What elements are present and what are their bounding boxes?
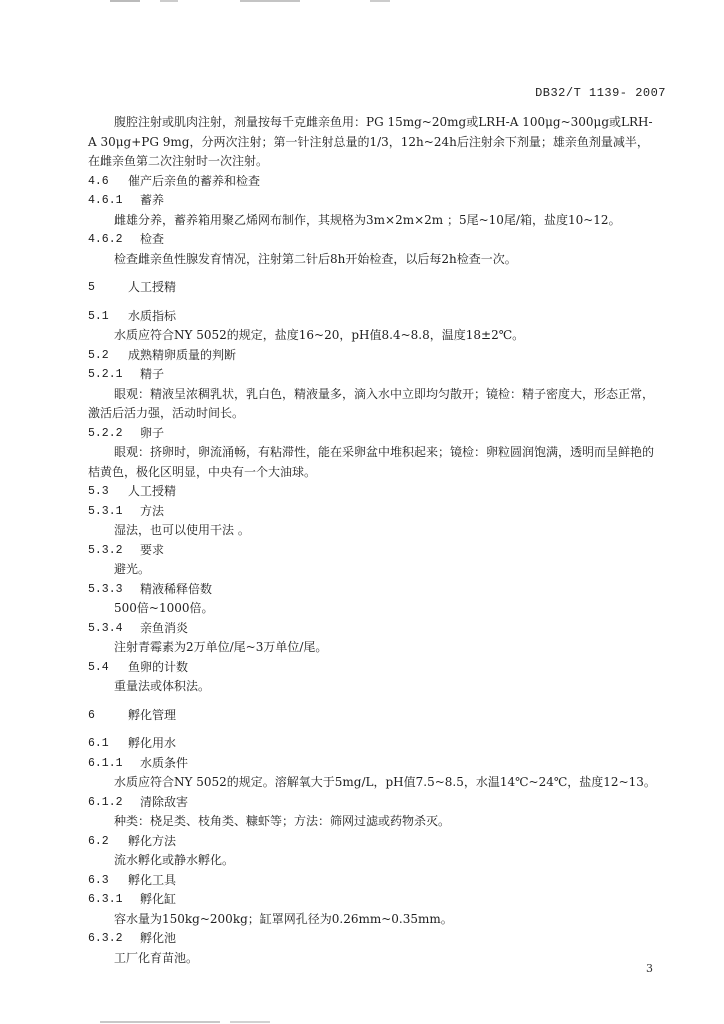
section-number: 5.4 [88, 660, 109, 674]
section-title: 水质条件 [140, 755, 189, 770]
section-heading [88, 890, 658, 910]
paragraph: 工厂化育苗池。 [114, 950, 199, 965]
section-heading [88, 424, 658, 444]
section-number: 5.3.3 [88, 582, 123, 596]
section-heading [88, 580, 658, 600]
section-number: 6.1.1 [88, 756, 123, 770]
section-heading [88, 365, 658, 385]
section-heading [88, 754, 658, 774]
section-number: 6.3.2 [88, 932, 123, 945]
section-number: 5.2.1 [88, 368, 123, 381]
section-heading [88, 929, 658, 949]
section-number: 5.3.4 [88, 621, 123, 635]
section-number: 6 [88, 708, 95, 722]
section-title: 方法 [140, 503, 165, 518]
section-number: 6.1 [88, 737, 109, 750]
section-title: 检查 [140, 232, 165, 246]
section-title: 人工授精 [128, 484, 177, 498]
section-number: 5.3 [88, 485, 109, 498]
section-number: 6.3.1 [88, 893, 123, 906]
section-number: 5 [88, 281, 95, 294]
section-number: 4.6.1 [88, 194, 123, 207]
paragraph: 眼观：精液呈浓稠乳状，乳白色，精液量多，滴入水中立即均匀散开；镜检：精子密度大，形态正常，激活后活力强，活动时间长。 [88, 386, 655, 420]
section-heading [88, 230, 658, 250]
section-number: 5.1 [88, 309, 109, 323]
section-number: 6.1.2 [88, 795, 123, 809]
section-heading [88, 191, 658, 211]
paragraph: 避光。 [114, 562, 151, 576]
paragraph: 流水孵化或静水孵化。 [114, 853, 235, 867]
document-body [88, 113, 658, 968]
section-title: 孵化缸 [140, 892, 177, 906]
standard-code: DB32/T 1139- 2007 [535, 86, 666, 100]
section-title: 鱼卵的计数 [128, 659, 189, 674]
section-title: 孵化管理 [128, 707, 177, 722]
section-heading [88, 307, 658, 327]
chapter-heading [88, 278, 658, 298]
paragraph: 眼观：挤卵时，卵流涌畅，有粘滞性，能在采卵盆中堆积起来；镜检：卵粒圆润饱满，透明而呈鲜艳的桔黄色，极化区明显，中央有一个大油球。 [88, 445, 655, 479]
chapter-heading [88, 706, 658, 726]
section-number: 5.3.2 [88, 543, 123, 557]
section-title: 孵化方法 [128, 833, 177, 848]
section-title: 要求 [140, 542, 165, 557]
section-title: 孵化池 [140, 931, 177, 945]
section-heading [88, 871, 658, 891]
paragraph: 种类：桡足类、枝角类、糠虾等；方法：筛网过滤或药物杀灭。 [114, 814, 451, 828]
section-title: 精液稀释倍数 [140, 581, 213, 596]
section-title: 催产后亲鱼的蓄养和检查 [128, 173, 261, 188]
section-title: 精子 [140, 367, 165, 381]
section-heading [88, 619, 658, 639]
section-heading [88, 793, 658, 813]
spacer [88, 697, 658, 706]
section-title: 成熟精卵质量的判断 [128, 347, 237, 362]
paragraph: 注射青霉素为2万单位/尾~3万单位/尾。 [114, 640, 328, 654]
section-number: 5.2.2 [88, 426, 123, 440]
section-title: 孵化用水 [128, 736, 177, 750]
spacer [88, 298, 658, 307]
section-heading [88, 172, 658, 192]
section-title: 人工授精 [128, 280, 177, 294]
section-heading [88, 482, 658, 502]
scan-artifact-bottom [80, 1019, 300, 1024]
section-title: 亲鱼消炎 [140, 620, 189, 635]
section-heading [88, 734, 658, 754]
section-number: 4.6 [88, 174, 109, 188]
paragraph: 重量法或体积法。 [114, 679, 211, 693]
section-heading [88, 832, 658, 852]
paragraph: 腹腔注射或肌肉注射，剂量按每千克雌亲鱼用：PG 15mg~20mg或LRH-A 100μg~300μg或LRH-A 30μg+PG 9mg，分两次注射；第一针注射总量的1/3，12h~24h后注射余下剂量；雄亲鱼剂量减半，在雌亲鱼第二次注射时一次注射。 [88, 115, 653, 168]
section-heading [88, 658, 658, 678]
section-number: 4.6.2 [88, 233, 123, 246]
scan-artifact-top [70, 0, 630, 4]
section-heading [88, 346, 658, 366]
section-heading [88, 541, 658, 561]
section-number: 5.2 [88, 348, 109, 362]
section-title: 水质指标 [128, 308, 177, 323]
paragraph: 容水量为150kg~200kg；缸罩网孔径为0.26mm~0.35mm。 [114, 911, 453, 926]
section-number: 5.3.1 [88, 504, 123, 518]
section-number: 6.3 [88, 873, 109, 887]
paragraph: 湿法，也可以使用干法 。 [114, 523, 250, 537]
section-title: 孵化工具 [128, 872, 177, 887]
page-number: 3 [646, 962, 653, 975]
paragraph: 雌雄分养，蓄养箱用聚乙烯网布制作，其规格为3m×2m×2m ；5尾~10尾/箱，盐度10~12。 [114, 212, 621, 227]
paragraph: 水质应符合NY 5052的规定。溶解氧大于5mg/L，pH值7.5~8.5，水温14℃~24℃，盐度12~13。 [114, 775, 656, 789]
paragraph: 水质应符合NY 5052的规定，盐度16~20，pH值8.4~8.8，温度18±2℃。 [114, 328, 525, 342]
section-title: 卵子 [140, 425, 165, 440]
paragraph: 500倍~1000倍。 [114, 601, 214, 615]
section-title: 蓄养 [140, 193, 165, 207]
section-number: 6.2 [88, 834, 109, 848]
section-title: 清除敌害 [140, 794, 189, 809]
section-heading [88, 502, 658, 522]
paragraph: 检查雌亲鱼性腺发育情况，注射第二针后8h开始检查，以后每2h检查一次。 [114, 251, 517, 266]
spacer [88, 725, 658, 734]
spacer [88, 269, 658, 278]
